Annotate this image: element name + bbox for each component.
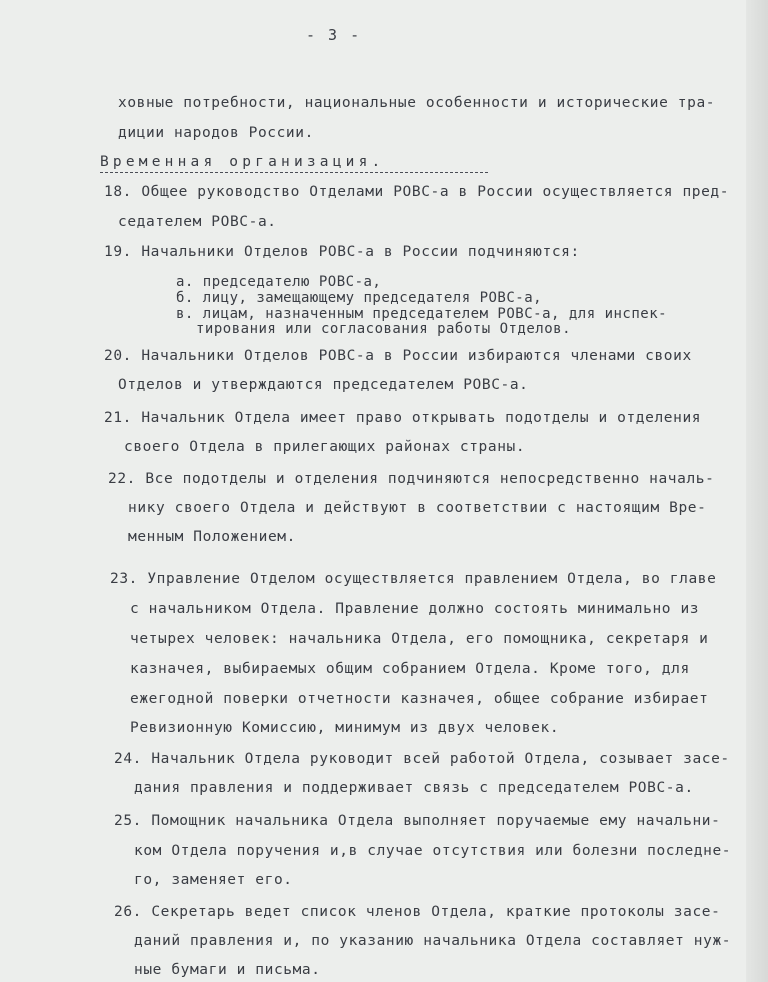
page-number: - 3 - (306, 26, 362, 44)
text-line: Ревизионную Комиссию, минимум из двух человек. (130, 720, 560, 736)
text-line: ком Отдела поручения и,в случае отсутствия или болезни последне- (134, 843, 732, 859)
text-line: 21. Начальник Отдела имеет право открывать подотделы и отделения (104, 410, 702, 426)
text-line: 18. Общее руководство Отделами РОВС-а в России осуществляется пред- (104, 184, 730, 200)
text-line: 23. Управление Отделом осуществляется правлением Отдела, во главе (110, 571, 717, 587)
text-line: го, заменяет его. (134, 872, 293, 888)
text-line: с начальником Отдела. Правление должно состоять минимально из (130, 601, 700, 617)
text-line: своего Отдела в прилегающих районах страны. (124, 439, 526, 455)
list-item: тирования или согласования работы Отделов. (196, 321, 572, 337)
text-line: казначея, выбираемых общим собранием Отдела. Кроме того, для (130, 661, 690, 677)
text-line: нику своего Отдела и действуют в соответствии с настоящим Вре- (128, 500, 707, 516)
list-item: б. лицу, замещающему председателя РОВС-а, (176, 290, 543, 306)
text-line: Отделов и утверждаются председателем РОВС-а. (118, 377, 529, 393)
text-line: 24. Начальник Отдела руководит всей работой Отдела, созывает засе- (114, 751, 730, 767)
text-line: даний правления и, по указанию начальника Отдела составляет нуж- (134, 933, 732, 949)
text-line: ежегодной поверки отчетности казначея, общее собрание избирает (130, 691, 709, 707)
text-line: менным Положением. (128, 529, 296, 545)
text-line: дания правления и поддерживает связь с председателем РОВС-а. (134, 780, 694, 796)
text-line: 26. Секретарь ведет список членов Отдела, краткие протоколы засе- (114, 904, 721, 920)
text-line: 19. Начальники Отделов РОВС-а в России подчиняются: (104, 244, 580, 260)
text-line: 25. Помощник начальника Отдела выполняет поручаемые ему начальни- (114, 813, 721, 829)
text-line: ховные потребности, национальные особенности и исторические тра- (118, 95, 716, 111)
text-line: 22. Все подотделы и отделения подчиняются непосредственно началь- (108, 471, 715, 487)
text-line: ные бумаги и письма. (134, 962, 321, 978)
text-line: 20. Начальники Отделов РОВС-а в России избираются членами своих (104, 348, 692, 364)
text-line: седателем РОВС-а. (118, 214, 277, 230)
list-item: в. лицам, назначенным председателем РОВС-а, для инспек- (176, 306, 668, 322)
text-line: четырех человек: начальника Отдела, его помощника, секретаря и (130, 631, 709, 647)
section-heading: Временная организация. (100, 154, 385, 170)
heading-underline (100, 172, 488, 174)
list-item: а. председателю РОВС-а, (176, 274, 382, 290)
page-edge-shadow (746, 0, 768, 982)
text-line: диции народов России. (118, 125, 314, 141)
